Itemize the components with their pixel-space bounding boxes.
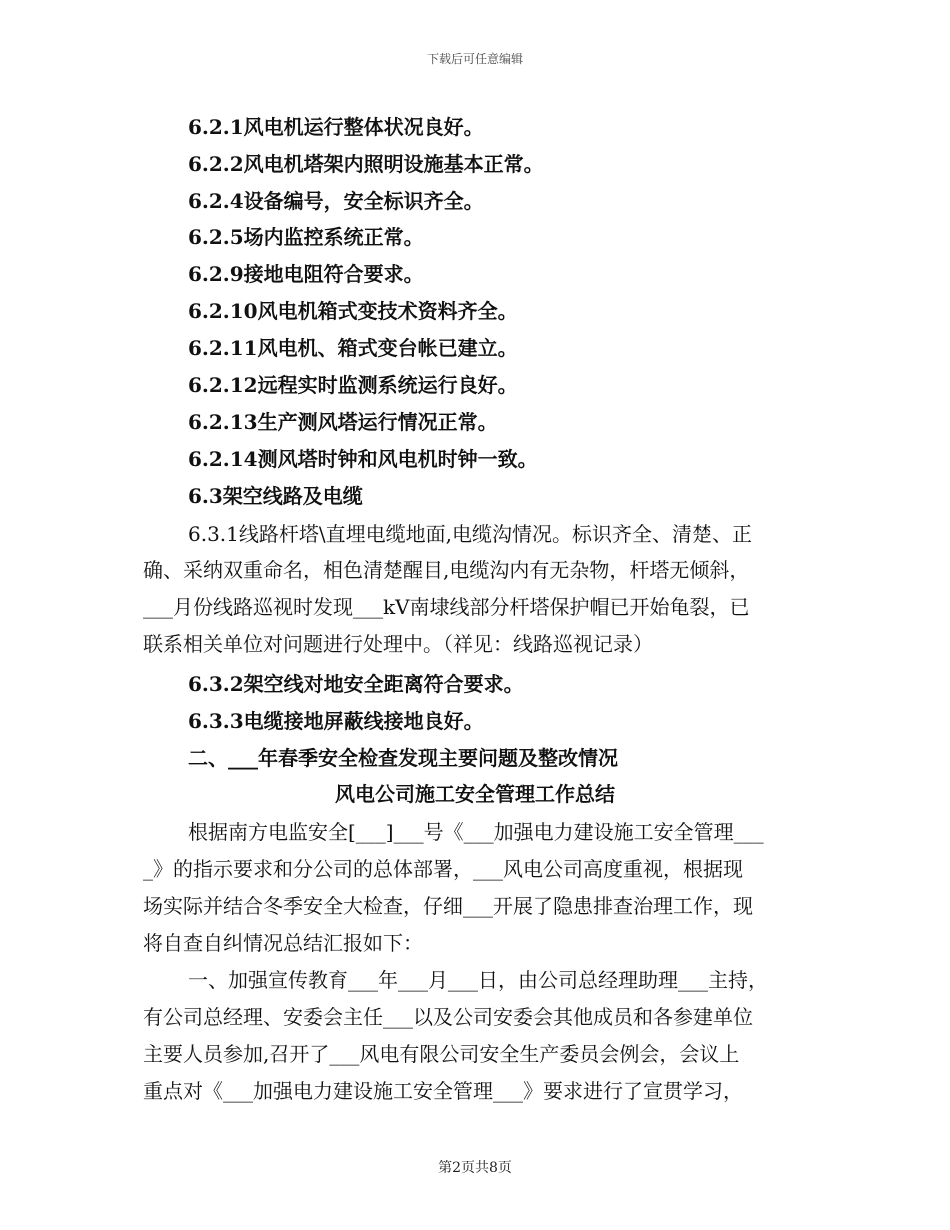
item-6-2-5: 6.2.5场内监控系统正常。 bbox=[188, 225, 424, 249]
section-6-3-heading: 6.3架空线路及电缆 bbox=[188, 484, 363, 508]
section-1-line-4: 重点对《___加强电力建设施工安全管理___》要求进行了宣贯学习， bbox=[143, 1079, 743, 1103]
page-footer: 第2页共8页 bbox=[438, 1160, 512, 1176]
intro-line-1: 根据南方电监安全[___]___号《___加强电力建设施工安全管理___ bbox=[188, 820, 764, 844]
item-6-2-9: 6.2.9接地电阻符合要求。 bbox=[188, 262, 424, 286]
section-1-line-3: 主要人员参加,召开了___风电有限公司安全生产委员会例会，会议上 bbox=[143, 1042, 740, 1066]
document-title: 风电公司施工安全管理工作总结 bbox=[335, 782, 615, 806]
para-6-3-1-line-1: 6.3.1线路杆塔\直埋电缆地面,电缆沟情况。标识齐全、清楚、正 bbox=[188, 522, 752, 546]
intro-line-2: _》的指示要求和分公司的总体部署，___风电公司高度重视，根据现 bbox=[143, 857, 743, 881]
item-6-3-2: 6.3.2架空线对地安全距离符合要求。 bbox=[188, 672, 524, 696]
item-6-2-2: 6.2.2风电机塔架内照明设施基本正常。 bbox=[188, 152, 544, 176]
para-6-3-1-line-4: 联系相关单位对问题进行处理中。（祥见：线路巡视记录） bbox=[143, 632, 653, 656]
item-6-3-3: 6.3.3电缆接地屏蔽线接地良好。 bbox=[188, 709, 484, 733]
para-6-3-1-line-2: 确、采纳双重命名，相色清楚醒目,电缆沟内有无杂物，杆塔无倾斜， bbox=[143, 558, 750, 582]
item-6-2-4: 6.2.4设备编号，安全标识齐全。 bbox=[188, 189, 484, 213]
para-6-3-1-line-3: ___月份线路巡视时发现___kV南埭线部分杆塔保护帽已开始龟裂，已 bbox=[143, 595, 750, 619]
item-6-2-11: 6.2.11风电机、箱式变台帐已建立。 bbox=[188, 336, 518, 360]
section-2-heading: 二、___年春季安全检查发现主要问题及整改情况 bbox=[188, 746, 618, 770]
section-1-line-1: 一、加强宣传教育___年___月___日，由公司总经理助理___主持， bbox=[188, 968, 768, 992]
item-6-2-1: 6.2.1风电机运行整体状况良好。 bbox=[188, 115, 484, 139]
section-1-line-2: 有公司总经理、安委会主任___以及公司安委会其他成员和各参建单位 bbox=[143, 1005, 753, 1029]
item-6-2-14: 6.2.14测风塔时钟和风电机时钟一致。 bbox=[188, 447, 538, 471]
item-6-2-13: 6.2.13生产测风塔运行情况正常。 bbox=[188, 410, 498, 434]
intro-line-3: 场实际并结合冬季安全大检查，仔细___开展了隐患排查治理工作，现 bbox=[143, 894, 753, 918]
intro-line-4: 将自查自纠情况总结汇报如下： bbox=[143, 931, 423, 955]
item-6-2-12: 6.2.12远程实时监测系统运行良好。 bbox=[188, 373, 518, 397]
page-header: 下载后可任意编辑 bbox=[426, 52, 523, 66]
item-6-2-10: 6.2.10风电机箱式变技术资料齐全。 bbox=[188, 299, 518, 323]
